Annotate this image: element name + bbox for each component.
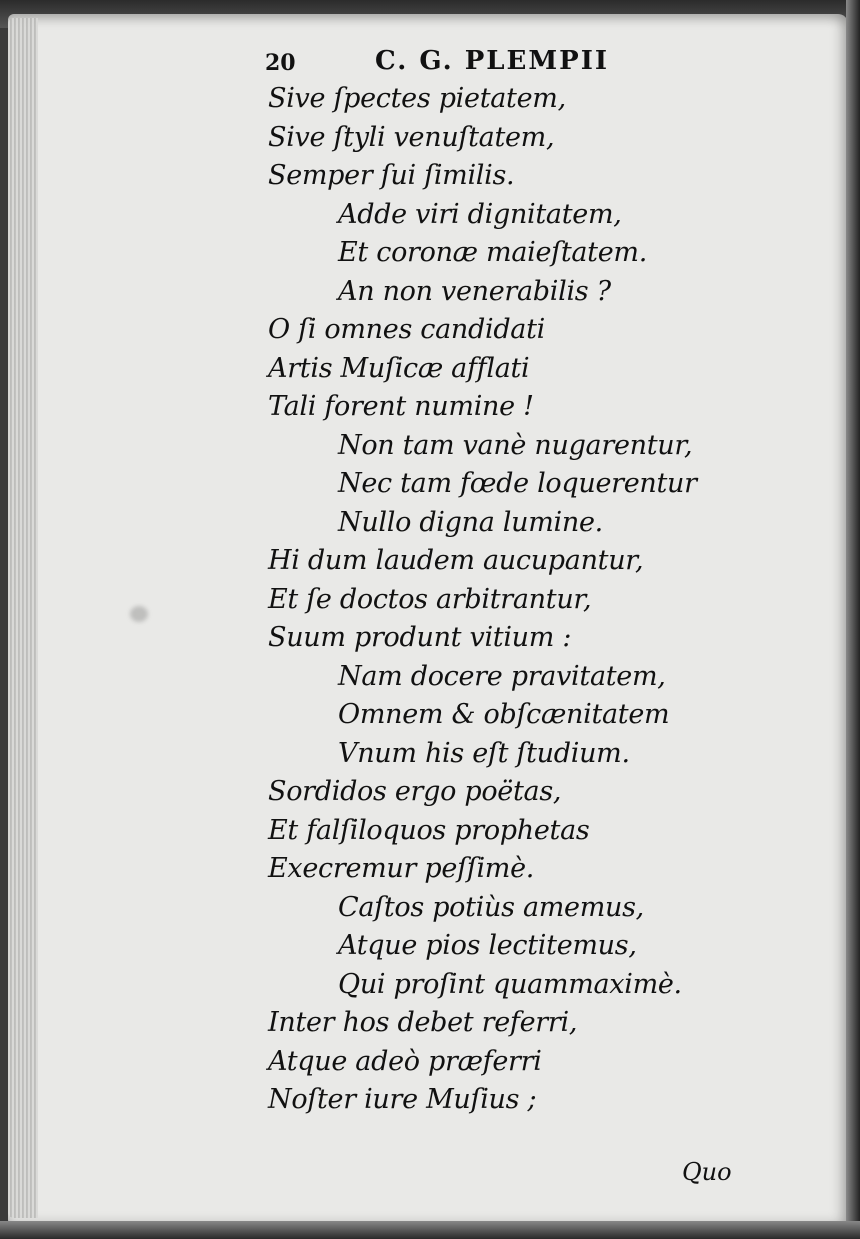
verse-line: Et falſiloquos prophetas [268, 814, 590, 846]
catchword: Quo [682, 1158, 732, 1186]
ink-smudge [130, 606, 148, 622]
verse-line: Adde viri dignitatem, [338, 198, 622, 230]
verse-line: Nullo digna lumine. [338, 506, 603, 538]
verse-line: Sordidos ergo poëtas, [268, 776, 562, 807]
poem-text [268, 80, 728, 1120]
verse-line: Et coronæ maieſtatem. [338, 237, 647, 268]
verse-line: Nec tam fœde loquerentur [338, 468, 697, 499]
scan-right-edge [846, 0, 860, 1239]
verse-line: Et ſe doctos arbitrantur, [268, 583, 592, 615]
verse-line: Omnem & obſcænitatem [338, 699, 670, 730]
page-number: 20 [265, 50, 296, 76]
verse-line: Sive ſpectes pietatem, [268, 83, 566, 114]
verse-line: Inter hos debet referri, [268, 1007, 578, 1038]
verse-line: Suum produnt vitium : [268, 622, 572, 653]
verse-line: Non tam vanè nugarentur, [338, 429, 693, 461]
running-title: C. G. PLEMPII [375, 46, 610, 76]
verse-line: Caſtos potiùs amemus, [338, 891, 644, 923]
verse-line: Execremur peſſimè. [268, 853, 535, 884]
verse-line: An non venerabilis ? [338, 275, 611, 307]
page-header [265, 44, 625, 84]
verse-line: Atque pios lectitemus, [338, 930, 637, 961]
scan-bottom-edge [0, 1221, 860, 1239]
verse-line: Hi dum laudem aucupantur, [268, 545, 644, 576]
verse-line: Sive ſtyli venuſtatem, [268, 121, 555, 153]
verse-line: Tali forent numine ! [268, 391, 534, 422]
verse-line: Qui proſint quammaximè. [338, 968, 682, 1000]
verse-line: O ſi omnes candidati [268, 314, 545, 345]
verse-line: Noſter iure Muſius ; [268, 1084, 537, 1115]
verse-line: Atque adeò præferri [268, 1045, 542, 1077]
verse-line: Artis Muſicæ afflati [268, 352, 530, 384]
verse-line: Semper ſui ſimilis. [268, 160, 515, 191]
page-stack-edge [8, 18, 38, 1218]
verse-line: Vnum his eſt ſtudium. [338, 737, 630, 769]
verse-line: Nam docere pravitatem, [338, 660, 666, 692]
